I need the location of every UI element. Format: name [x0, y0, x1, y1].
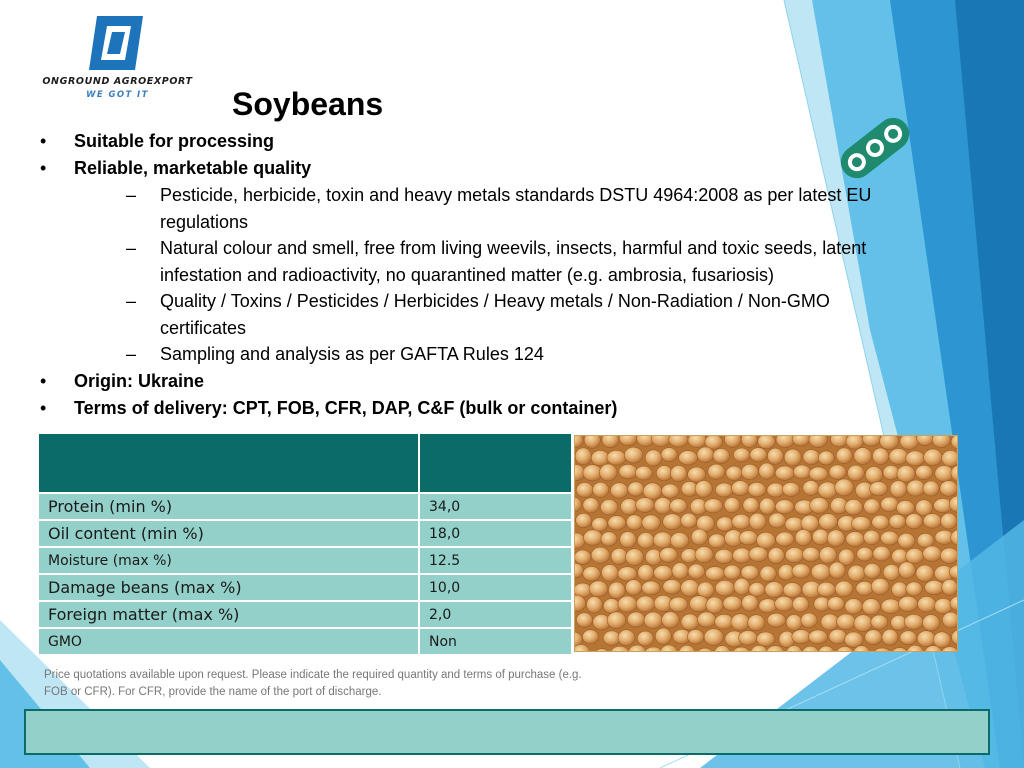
soybean	[896, 501, 914, 516]
soybean	[900, 631, 917, 645]
soybean	[768, 547, 784, 563]
soybean	[583, 530, 602, 546]
sub-bullet-item: – Natural colour and smell, free from living weevils, insects, harmful and toxic seeds, latent infestation and radioactivity, no quarantined matter (e.g. ambrosia, fusariosis)	[74, 235, 908, 288]
soybean	[835, 479, 854, 496]
company-logo-icon	[85, 14, 147, 72]
table-row	[38, 493, 572, 520]
soybean	[576, 482, 593, 497]
soybean	[637, 631, 653, 646]
parameter-cell: Foreign matter (max %)	[38, 601, 419, 628]
soybean	[582, 630, 598, 644]
soybean	[749, 547, 768, 562]
soybean	[818, 451, 834, 465]
soybean	[654, 565, 673, 580]
soybean	[892, 582, 908, 597]
soybean	[645, 450, 662, 466]
soybean	[642, 515, 661, 531]
value-cell: 18,0	[419, 520, 572, 547]
soybean	[697, 447, 714, 462]
soybean	[636, 596, 655, 612]
soybean	[621, 499, 638, 515]
soybean	[906, 451, 925, 466]
soybean	[865, 630, 882, 645]
soybean	[697, 612, 716, 627]
soybean	[619, 464, 637, 479]
soybean	[591, 547, 610, 563]
soybean	[784, 449, 801, 466]
soybean	[942, 612, 958, 628]
soybean	[637, 533, 654, 549]
soybean	[942, 579, 958, 595]
soybean	[785, 548, 804, 563]
soybean	[626, 580, 643, 596]
soybean	[732, 481, 750, 496]
soybean	[845, 499, 863, 515]
footer-bar	[24, 709, 990, 755]
soybean	[688, 467, 706, 482]
soybean	[759, 498, 775, 514]
soybean	[748, 482, 766, 497]
soybean	[600, 500, 618, 516]
soybean	[654, 497, 672, 514]
soybean	[663, 579, 681, 594]
soybean	[575, 448, 591, 465]
soybean	[726, 466, 742, 480]
soybean	[670, 466, 687, 482]
soybean	[576, 613, 592, 628]
soybean	[846, 436, 864, 449]
soybean	[601, 564, 618, 581]
soybean	[846, 532, 865, 547]
soybean	[661, 448, 677, 462]
soybean	[889, 514, 906, 528]
soybean	[917, 631, 935, 647]
soybeans-photo	[574, 435, 958, 652]
table-row	[38, 574, 572, 601]
soybean	[793, 465, 810, 479]
bullet-item: • Terms of delivery: CPT, FOB, CFR, DAP, C&F (bulk or container)	[38, 395, 908, 422]
table-header-cell	[419, 433, 572, 493]
soybean	[734, 578, 750, 595]
soybean	[829, 465, 846, 480]
soybean	[644, 612, 663, 629]
soybean	[670, 499, 688, 514]
company-logo[interactable]	[30, 14, 205, 104]
soybean	[607, 612, 626, 629]
soybean	[576, 513, 592, 528]
soybean	[934, 598, 952, 614]
soybean	[803, 480, 819, 495]
soybean	[724, 565, 741, 579]
parameter-cell: Damage beans (max %)	[38, 574, 419, 601]
soybean	[715, 580, 734, 596]
soybean	[812, 529, 829, 545]
company-name: ONGROUND AGROEXPORT	[42, 76, 193, 87]
soybean	[608, 582, 625, 599]
value-cell: Non	[419, 628, 572, 655]
soybean	[923, 546, 942, 561]
soybean	[743, 498, 759, 513]
soybean	[608, 516, 626, 530]
soybean	[760, 566, 776, 582]
soybean	[624, 447, 643, 463]
soybean	[906, 548, 924, 563]
soybean	[782, 482, 800, 496]
soybean	[809, 630, 828, 644]
soybean	[656, 466, 672, 481]
soybean	[691, 529, 707, 545]
price-note: Price quotations available upon request. Please indicate the required quantity and terms of purchase (e.g. FOB or CFR). For CFR, provide the name of the port of discharge.	[44, 669, 582, 698]
soybean	[871, 615, 888, 629]
soybean	[688, 436, 706, 448]
soybean	[881, 531, 899, 545]
soybean	[618, 596, 637, 612]
soybean	[865, 466, 882, 483]
bullet-text: Reliable, marketable quality	[74, 158, 312, 178]
soybean	[592, 518, 608, 532]
soybean	[636, 498, 655, 513]
soybean	[845, 632, 864, 647]
soybean	[775, 500, 794, 514]
soybean	[818, 482, 837, 499]
soybean	[792, 630, 811, 644]
soybean	[662, 484, 680, 498]
soybean	[750, 448, 767, 462]
soybean	[626, 515, 642, 530]
soybean	[655, 628, 671, 645]
bullet-list	[38, 128, 908, 422]
soybean	[942, 450, 958, 466]
soybeans-image	[575, 436, 958, 652]
soybean	[776, 532, 794, 546]
soybean	[732, 514, 751, 529]
soybean	[900, 436, 919, 449]
soybean	[819, 547, 837, 564]
soybean	[611, 548, 627, 564]
soybean	[916, 465, 933, 479]
soybean	[618, 567, 637, 581]
soybean	[881, 497, 899, 512]
soybean	[601, 532, 617, 546]
soybean	[940, 481, 958, 497]
soybean	[880, 436, 899, 450]
soybean	[854, 615, 873, 632]
soybean	[864, 563, 881, 578]
soybean	[898, 533, 915, 548]
soybean	[864, 530, 880, 545]
soybean	[713, 449, 730, 464]
soybean	[904, 614, 923, 629]
soybean	[717, 517, 734, 532]
soybean	[607, 450, 626, 465]
soybean	[918, 597, 937, 613]
soybean	[739, 531, 758, 545]
soybean	[898, 596, 918, 611]
parameter-cell: Oil content (min %)	[38, 520, 419, 547]
soybean	[589, 581, 608, 597]
soybean	[883, 564, 900, 580]
soybean	[642, 581, 661, 595]
table-header-cell	[38, 433, 419, 493]
soybean	[749, 583, 765, 597]
soybean	[829, 629, 847, 644]
table-row	[38, 520, 572, 547]
soybean	[872, 448, 888, 465]
soybean	[618, 630, 635, 646]
soybean	[593, 482, 609, 497]
soybean	[681, 513, 697, 528]
soybean	[907, 480, 925, 496]
soybean	[898, 562, 915, 579]
soybean	[660, 547, 678, 562]
soybean	[767, 613, 786, 627]
soybean	[881, 599, 900, 614]
soybean	[769, 513, 786, 528]
soybean	[688, 564, 705, 579]
soybean	[792, 597, 809, 613]
sub-bullet-item: – Sampling and analysis as per GAFTA Rules 124	[74, 341, 908, 368]
soybean	[792, 564, 810, 578]
value-cell: 12.5	[419, 547, 572, 574]
soybean	[679, 451, 698, 465]
soybean	[856, 581, 873, 595]
soybean	[870, 482, 888, 496]
sub-bullet-list	[74, 182, 908, 368]
soybean	[687, 630, 704, 645]
soybean	[845, 599, 863, 615]
soybean	[643, 483, 662, 500]
soybean	[733, 548, 752, 563]
soybean	[575, 550, 591, 565]
soybean	[802, 547, 820, 562]
soybean	[795, 529, 811, 545]
soybean	[620, 531, 637, 547]
soybean	[681, 580, 700, 597]
soybean	[672, 563, 688, 580]
parameter-cell: Protein (min %)	[38, 493, 419, 520]
soybean	[924, 449, 943, 466]
soybean	[889, 449, 908, 465]
soybean	[941, 513, 957, 529]
soybean	[731, 614, 750, 631]
soybean	[851, 516, 871, 530]
soybean	[627, 612, 645, 627]
soybean	[811, 564, 830, 581]
soybean	[827, 530, 845, 547]
soybean	[708, 464, 725, 479]
soybean	[857, 547, 873, 561]
table-row	[38, 547, 572, 574]
soybean	[872, 515, 889, 529]
soybean	[645, 549, 662, 565]
soybean	[706, 597, 723, 613]
soybean	[757, 632, 775, 646]
table-row	[38, 628, 572, 655]
soybean	[724, 497, 740, 512]
soybean	[757, 532, 776, 548]
sub-bullet-item: – Quality / Toxins / Pesticides / Herbicides / Heavy metals / Non-Radiation / Non-GMO certificates	[74, 288, 908, 341]
soybean	[783, 583, 802, 598]
soybean	[715, 483, 733, 497]
value-cell: 2,0	[419, 601, 572, 628]
company-tagline: WE GOT IT	[86, 90, 149, 100]
soybean	[923, 481, 939, 496]
soybean	[819, 514, 838, 530]
soybean	[801, 515, 819, 531]
soybean	[906, 582, 922, 596]
soybean	[836, 614, 855, 630]
table-row	[38, 601, 572, 628]
soybean	[663, 514, 682, 530]
soybean	[829, 562, 845, 579]
soybean	[803, 450, 820, 465]
soybean	[670, 532, 689, 548]
soybean	[925, 580, 944, 594]
soybean	[871, 578, 889, 594]
soybean	[704, 499, 723, 513]
soybean	[933, 632, 950, 648]
value-cell: 10,0	[419, 574, 572, 601]
soybean	[583, 567, 601, 582]
soybean	[715, 549, 733, 563]
soybean	[801, 613, 817, 628]
soybean	[916, 565, 934, 582]
soybean	[775, 466, 794, 480]
soybean	[695, 480, 712, 497]
soybean	[638, 564, 654, 581]
page-title: Soybeans	[232, 86, 384, 122]
soybean	[848, 565, 865, 581]
soybean	[708, 534, 725, 548]
soybean	[890, 481, 907, 498]
soybean	[610, 483, 628, 499]
soybean	[940, 548, 958, 564]
soybean	[628, 482, 644, 496]
soybean	[897, 466, 915, 483]
soybean	[767, 448, 783, 464]
parameter-cell: Moisture (max %)	[38, 547, 419, 574]
soybean	[759, 463, 775, 479]
soybean	[748, 615, 765, 631]
soybean	[786, 614, 802, 630]
soybean	[916, 500, 933, 516]
soybean	[817, 582, 836, 597]
soybean	[923, 514, 941, 529]
soybean	[749, 513, 766, 530]
soybean	[864, 499, 880, 514]
bullet-item	[38, 155, 908, 368]
soybean	[626, 549, 644, 566]
bullet-item: • Origin: Ukraine	[38, 368, 908, 395]
soybean	[739, 631, 758, 646]
soybean	[741, 565, 759, 580]
bullet-item: • Suitable for processing	[38, 128, 908, 155]
soybean	[733, 448, 750, 462]
soybean	[653, 532, 672, 548]
soybean	[723, 596, 742, 611]
soybean	[742, 595, 759, 611]
soybean	[765, 582, 784, 598]
soybean	[669, 597, 688, 612]
soybean	[662, 612, 680, 628]
soybean	[586, 597, 602, 614]
product-details	[38, 128, 908, 422]
specifications-table	[37, 432, 573, 656]
soybean	[810, 498, 829, 514]
soybean	[848, 465, 865, 481]
table-header-row	[38, 433, 572, 493]
soybean	[681, 614, 699, 630]
value-cell: 34,0	[419, 493, 572, 520]
soybean	[759, 599, 777, 613]
soybean	[809, 467, 828, 481]
soybean	[704, 629, 723, 646]
soybean	[917, 533, 934, 547]
soybean	[862, 599, 880, 615]
soybean	[873, 546, 891, 561]
soybean	[583, 498, 599, 513]
soybean	[741, 464, 758, 480]
sub-bullet-item: – Pesticide, herbicide, toxin and heavy metals standards DSTU 4964:2008 as per latest EU regulations	[74, 182, 908, 235]
soybean	[882, 629, 898, 645]
soybean	[923, 615, 940, 631]
soybean	[635, 466, 652, 480]
parameter-cell: GMO	[38, 628, 419, 655]
soybean	[775, 596, 794, 611]
soybean	[854, 448, 872, 465]
soybean	[599, 464, 617, 481]
soybean	[695, 547, 713, 563]
soybean	[603, 599, 620, 614]
soybean	[836, 448, 852, 464]
soybean	[906, 514, 923, 529]
soybean	[835, 581, 853, 597]
soybean	[827, 597, 844, 611]
soybean	[705, 567, 724, 581]
soybean	[758, 436, 776, 449]
